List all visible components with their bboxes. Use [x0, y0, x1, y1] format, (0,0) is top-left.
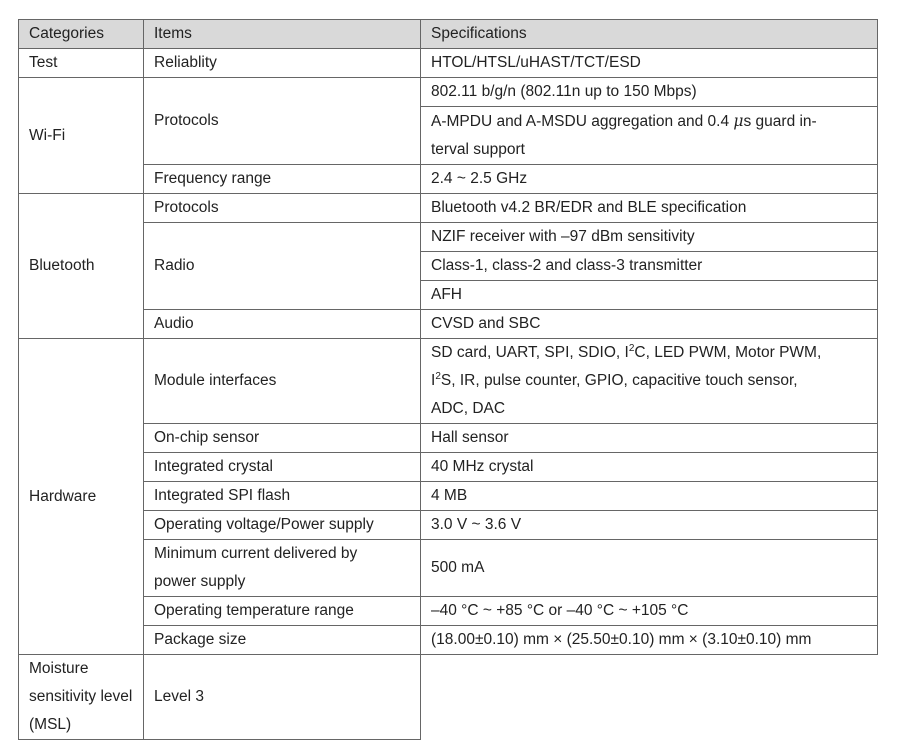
item-text: Minimum current delivered by [154, 545, 358, 562]
spec-radio-3: AFH [421, 281, 878, 310]
table-row [19, 223, 878, 252]
table-row [19, 310, 878, 339]
specifications-table [18, 19, 878, 740]
table-row [19, 78, 878, 107]
header-specifications: Specifications [421, 20, 878, 49]
item-audio: Audio [144, 310, 421, 339]
spec-operating-temperature: –40 °C ~ +85 °C or –40 °C ~ +105 °C [421, 597, 878, 626]
category-hardware: Hardware [19, 339, 144, 655]
spec-text: A-MPDU and A-MSDU aggregation and 0.4 [431, 113, 734, 130]
spec-on-chip-sensor: Hall sensor [421, 424, 878, 453]
item-spi-flash: Integrated SPI flash [144, 482, 421, 511]
item-minimum-current [144, 540, 421, 597]
table-row [19, 597, 878, 626]
table-row [19, 655, 878, 740]
table-row [19, 453, 878, 482]
header-categories: Categories [19, 20, 144, 49]
item-radio: Radio [144, 223, 421, 310]
spec-radio-2: Class-1, class-2 and class-3 transmitter [421, 252, 878, 281]
spec-text: S, IR, pulse counter, GPIO, capacitive touch sensor, [440, 372, 798, 389]
item-bt-protocols: Protocols [144, 194, 421, 223]
item-package-size: Package size [144, 626, 421, 655]
spec-radio-1: NZIF receiver with –97 dBm sensitivity [421, 223, 878, 252]
item-module-interfaces: Module interfaces [144, 339, 421, 424]
header-items: Items [144, 20, 421, 49]
superscript: 2 [628, 342, 635, 354]
spec-msl: Level 3 [144, 655, 421, 740]
superscript: 2 [435, 370, 441, 382]
item-operating-temperature: Operating temperature range [144, 597, 421, 626]
spec-package-size: (18.00±0.10) mm × (25.50±0.10) mm × (3.10±0.10) mm [421, 626, 878, 655]
table-row [19, 165, 878, 194]
table-row [19, 194, 878, 223]
item-msl: Moisture sensitivity level (MSL) [19, 655, 144, 740]
spec-text: I [431, 372, 436, 389]
spec-text: C, LED PWM, Motor PWM, [634, 344, 822, 361]
spec-reliability: HTOL/HTSL/uHAST/TCT/ESD [421, 49, 878, 78]
table-row [19, 511, 878, 540]
item-frequency-range: Frequency range [144, 165, 421, 194]
table-row [19, 626, 878, 655]
spec-text: terval support [431, 141, 525, 158]
spec-integrated-crystal: 40 MHz crystal [421, 453, 878, 482]
item-text: power supply [154, 573, 246, 590]
item-reliability: Reliablity [144, 49, 421, 78]
spec-wifi-protocols-2 [421, 107, 878, 165]
category-test: Test [19, 49, 144, 78]
table-row [19, 482, 878, 511]
table-row [19, 424, 878, 453]
item-on-chip-sensor: On-chip sensor [144, 424, 421, 453]
item-operating-voltage: Operating voltage/Power supply [144, 511, 421, 540]
category-wifi: Wi-Fi [19, 78, 144, 194]
spec-operating-voltage: 3.0 V ~ 3.6 V [421, 511, 878, 540]
category-bluetooth: Bluetooth [19, 194, 144, 339]
spec-minimum-current: 500 mA [421, 540, 878, 597]
item-integrated-crystal: Integrated crystal [144, 453, 421, 482]
spec-spi-flash: 4 MB [421, 482, 878, 511]
mu-symbol: μ [733, 112, 744, 130]
spec-audio: CVSD and SBC [421, 310, 878, 339]
table-header-row [19, 20, 878, 49]
spec-text: SD card, UART, SPI, SDIO, I [431, 344, 629, 361]
spec-text: s guard in- [743, 113, 817, 130]
table-row [19, 49, 878, 78]
item-wifi-protocols: Protocols [144, 78, 421, 165]
spec-bt-protocols: Bluetooth v4.2 BR/EDR and BLE specification [421, 194, 878, 223]
spec-frequency-range: 2.4 ~ 2.5 GHz [421, 165, 878, 194]
spec-text: ADC, DAC [431, 400, 506, 417]
spec-wifi-protocols-1: 802.11 b/g/n (802.11n up to 150 Mbps) [421, 78, 878, 107]
spec-module-interfaces [421, 339, 878, 424]
